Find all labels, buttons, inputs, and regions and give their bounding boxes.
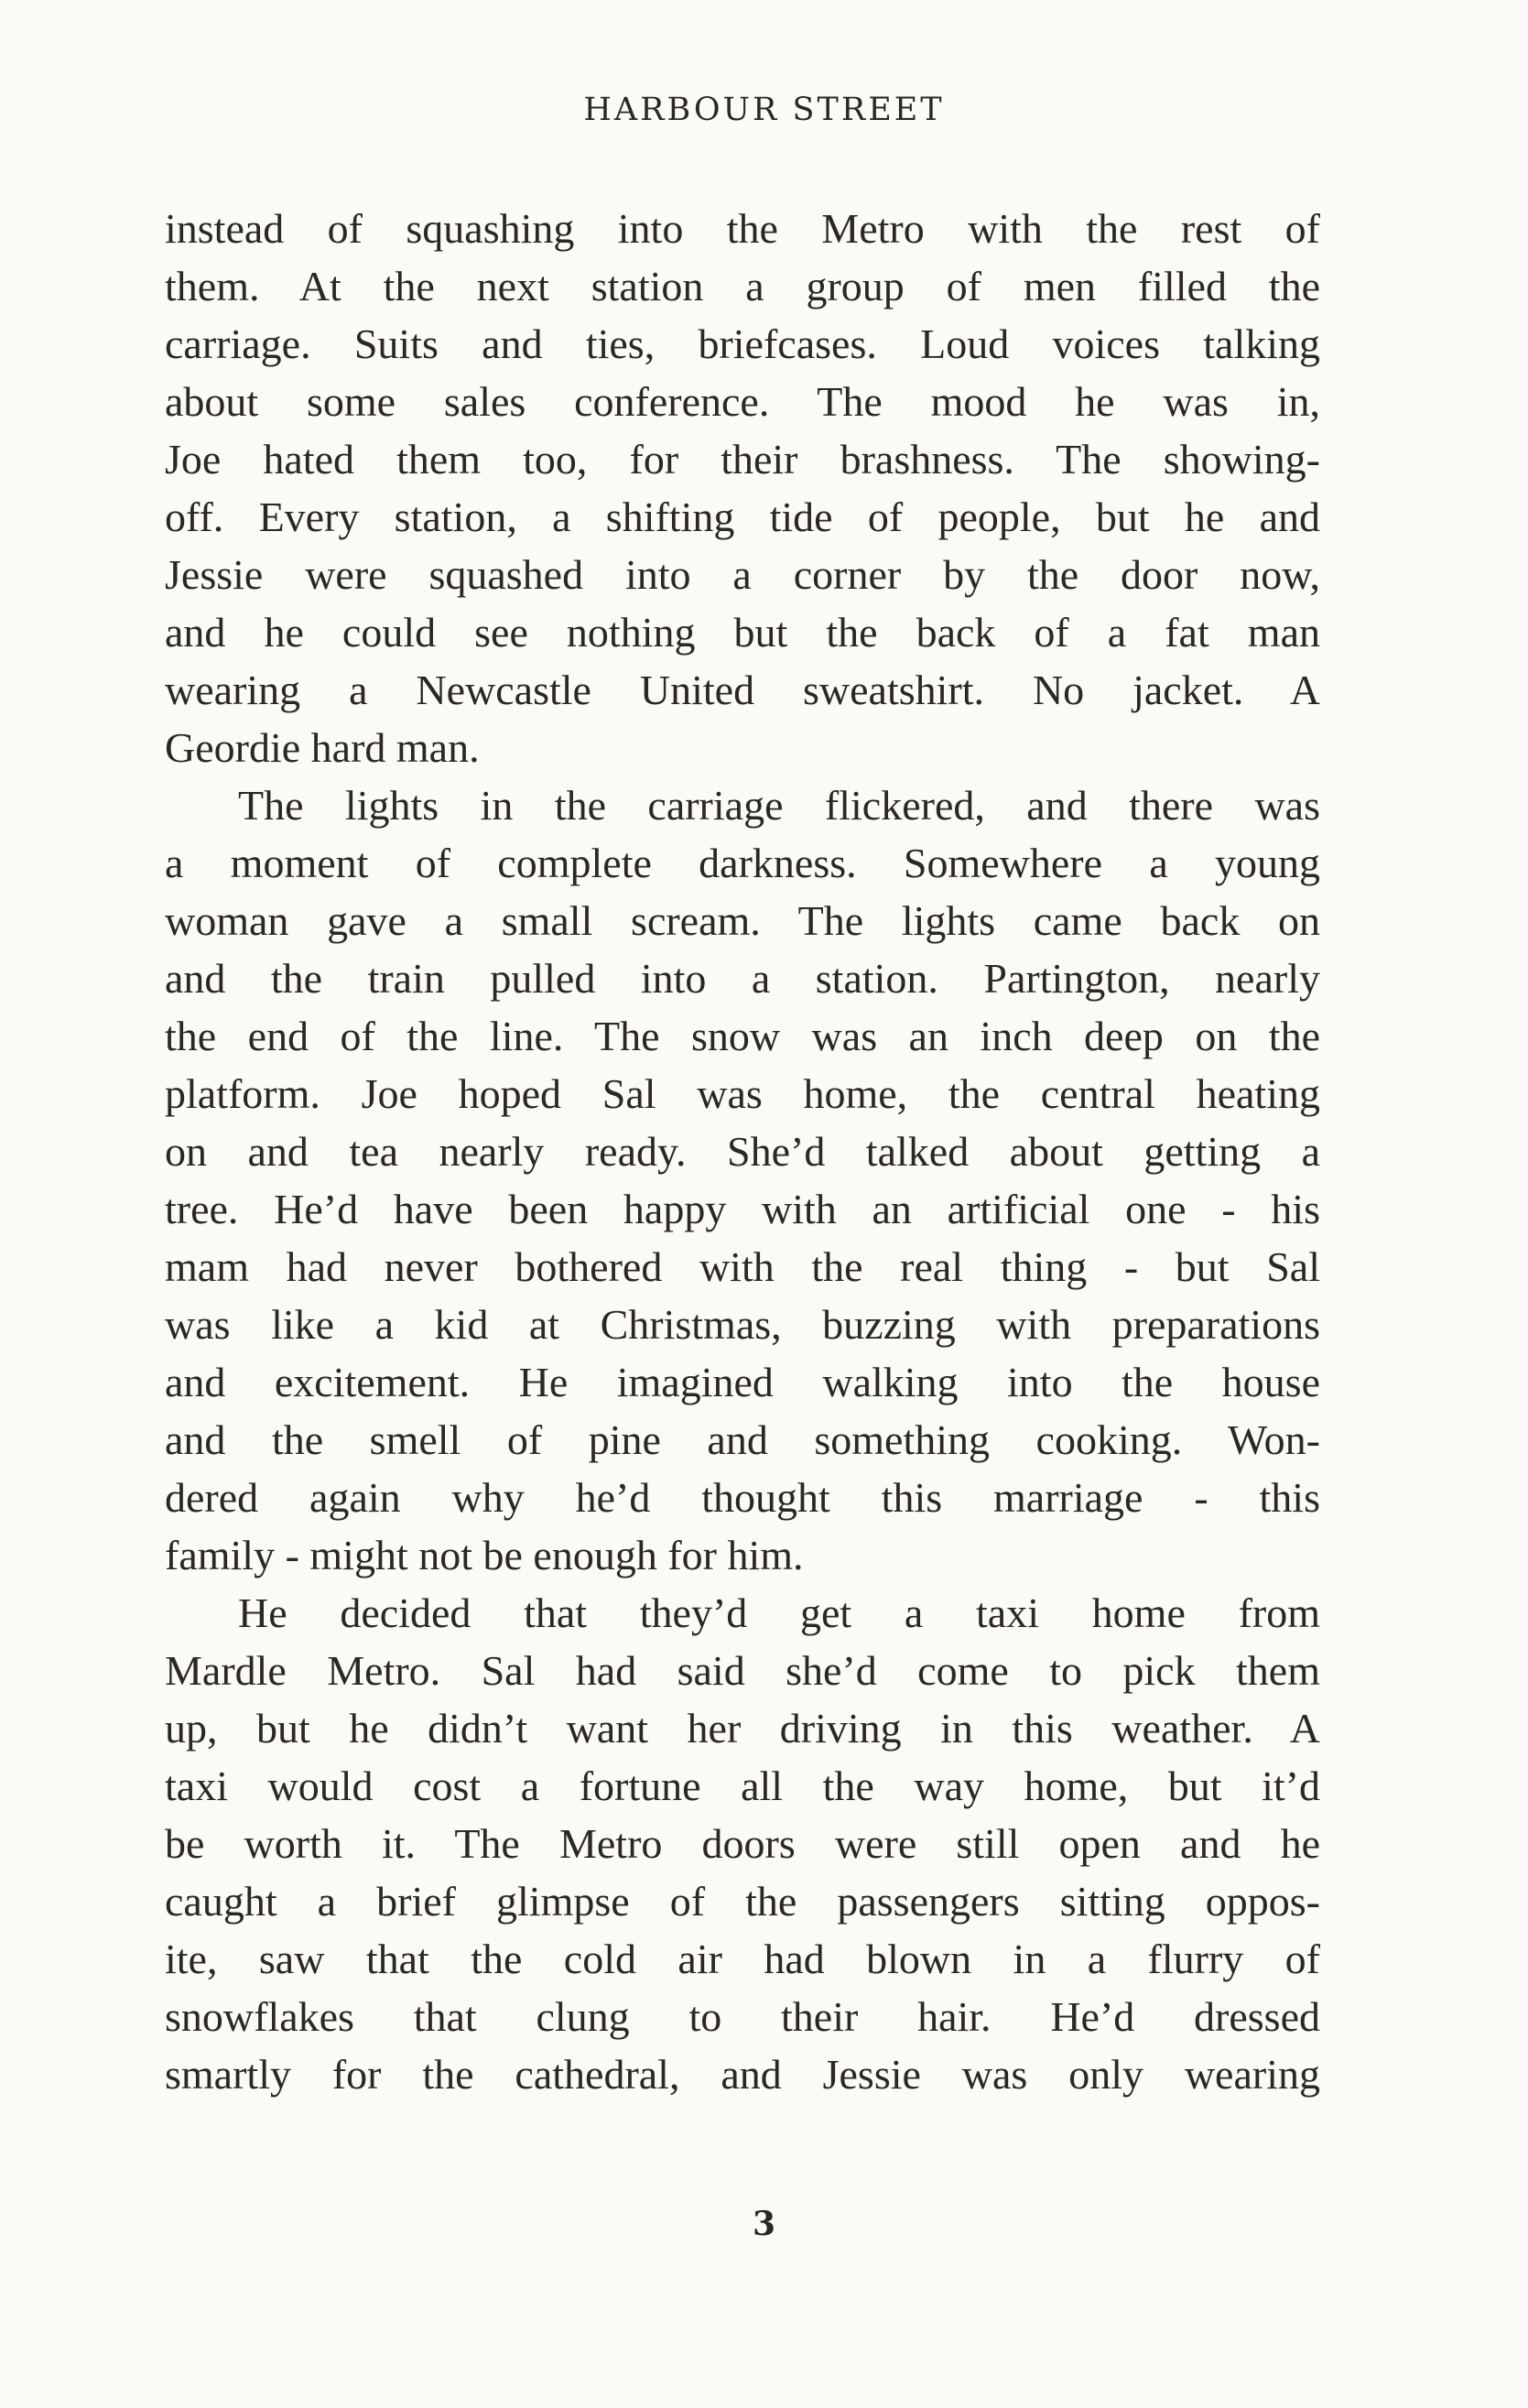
text-line: He decided that they’d get a taxi home from [238, 1589, 1320, 1636]
text-line: caught a brief glimpse of the passengers sitting oppos- [165, 1878, 1320, 1925]
text-line: and the train pulled into a station. Partington, nearly [165, 955, 1320, 1002]
text-line: tree. He’d have been happy with an artificial one - his [165, 1186, 1320, 1232]
text-line: off. Every station, a shifting tide of people, but he and [165, 494, 1320, 540]
text-line: was like a kid at Christmas, buzzing with preparations [165, 1301, 1320, 1348]
text-line: and excitement. He imagined walking into the house [165, 1359, 1320, 1405]
text-line: on and tea nearly ready. She’d talked about getting a [165, 1128, 1320, 1175]
text-line: instead of squashing into the Metro with the rest of [165, 205, 1320, 252]
text-line: the end of the line. The snow was an inch deep on the [165, 1013, 1320, 1059]
text-line: carriage. Suits and ties, briefcases. Loud voices talking [165, 320, 1320, 367]
text-line: and the smell of pine and something cooking. Won- [165, 1416, 1320, 1463]
page-number: 3 [752, 2205, 776, 2243]
text-line: them. At the next station a group of men filled the [165, 263, 1320, 309]
text-line: be worth it. The Metro doors were still open and he [165, 1820, 1320, 1867]
text-line: a moment of complete darkness. Somewhere a young [165, 840, 1320, 886]
text-line: taxi would cost a fortune all the way home, but it’d [165, 1763, 1320, 1809]
text-line: Joe hated them too, for their brashness. The showing- [165, 436, 1320, 483]
text-line: platform. Joe hoped Sal was home, the central heating [165, 1070, 1320, 1117]
text-line: up, but he didn’t want her driving in this weather. A [165, 1705, 1320, 1752]
text-line: Jessie were squashed into a corner by the door now, [165, 551, 1320, 598]
text-line: mam had never bothered with the real thing - but Sal [165, 1243, 1320, 1290]
text-line: dered again why he’d thought this marriage - this [165, 1474, 1320, 1521]
text-line: Geordie hard man. [165, 724, 480, 771]
text-line: about some sales conference. The mood he was in, [165, 378, 1320, 425]
text-line: ite, saw that the cold air had blown in a flurry of [165, 1936, 1320, 1982]
text-line: smartly for the cathedral, and Jessie was only wearing [165, 2051, 1320, 2098]
running-head: HARBOUR STREET [583, 92, 945, 128]
text-line: The lights in the carriage flickered, and there was [238, 782, 1320, 829]
text-line: and he could see nothing but the back of a fat man [165, 609, 1320, 656]
body-text [165, 200, 1320, 2103]
text-line: wearing a Newcastle United sweatshirt. No jacket. A [165, 667, 1320, 713]
text-line: woman gave a small scream. The lights came back on [165, 897, 1320, 944]
text-line: snowflakes that clung to their hair. He’d dressed [165, 1993, 1320, 2040]
text-line: Mardle Metro. Sal had said she’d come to pick them [165, 1647, 1320, 1694]
text-line: family - might not be enough for him. [165, 1532, 804, 1578]
